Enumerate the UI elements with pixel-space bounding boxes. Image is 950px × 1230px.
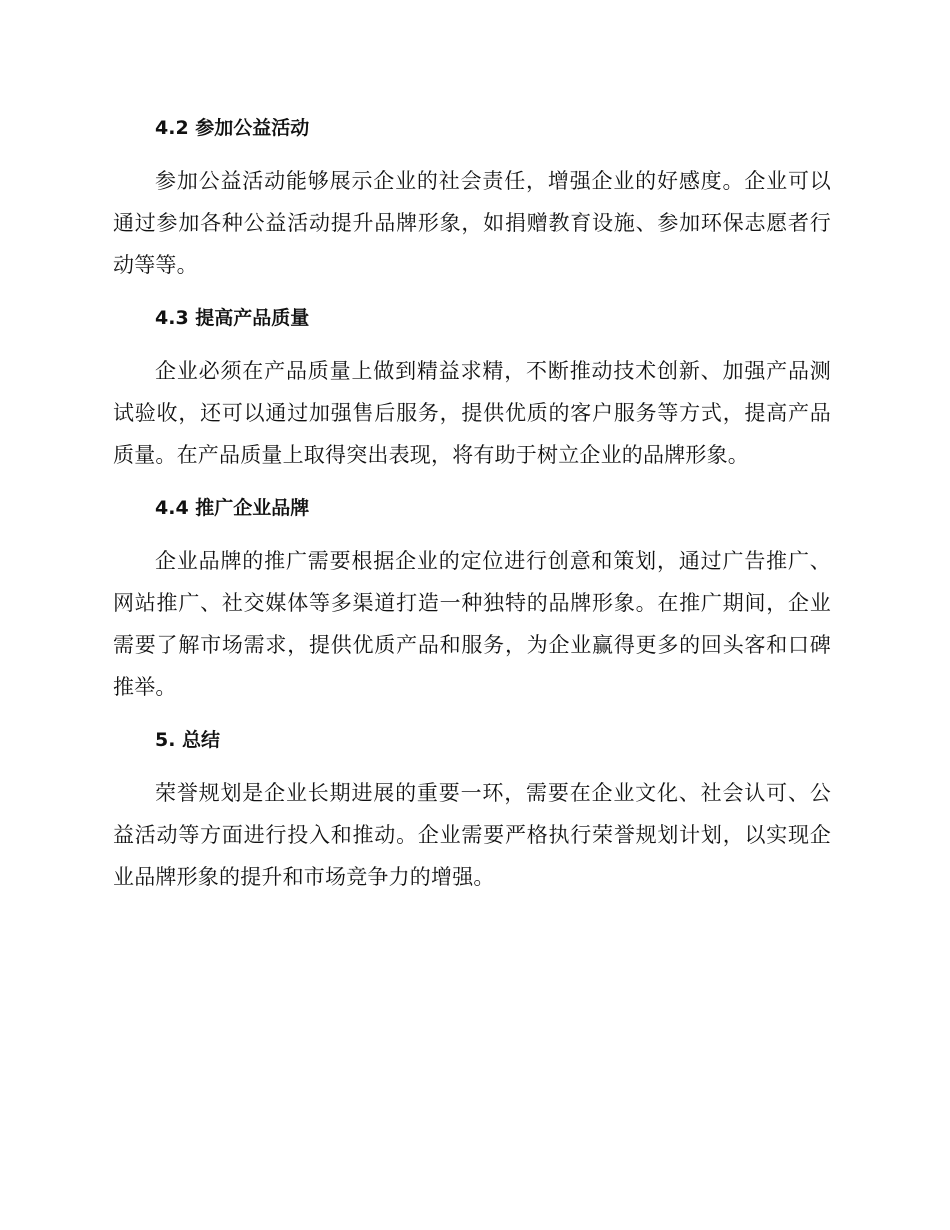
section-4-4 [113, 488, 831, 708]
section-paragraph: 荣誉规划是企业长期进展的重要一环，需要在企业文化、社会认可、公益活动等方面进行投入和推动。企业需要严格执行荣誉规划计划，以实现企业品牌形象的提升和市场竞争力的增强。 [113, 781, 831, 889]
section-5 [113, 720, 831, 898]
section-paragraph: 企业必须在产品质量上做到精益求精，不断推动技术创新、加强产品测试验收，还可以通过加强售后服务，提供优质的客户服务等方式，提高产品质量。在产品质量上取得突出表现，将有助于树立企业的品牌形象。 [113, 359, 831, 467]
document-page [113, 108, 831, 910]
section-heading: 4.2 参加公益活动 [155, 117, 310, 139]
section-4-2 [113, 108, 831, 286]
section-paragraph: 企业品牌的推广需要根据企业的定位进行创意和策划，通过广告推广、网站推广、社交媒体等多渠道打造一种独特的品牌形象。在推广期间，企业需要了解市场需求，提供优质产品和服务，为企业赢得更多的回头客和口碑推举。 [113, 549, 831, 699]
section-heading: 5. 总结 [155, 729, 221, 751]
section-heading: 4.4 推广企业品牌 [155, 497, 310, 519]
section-heading: 4.3 提高产品质量 [155, 307, 310, 329]
section-4-3 [113, 298, 831, 476]
section-paragraph: 参加公益活动能够展示企业的社会责任，增强企业的好感度。企业可以通过参加各种公益活动提升品牌形象，如捐赠教育设施、参加环保志愿者行动等等。 [113, 169, 831, 277]
